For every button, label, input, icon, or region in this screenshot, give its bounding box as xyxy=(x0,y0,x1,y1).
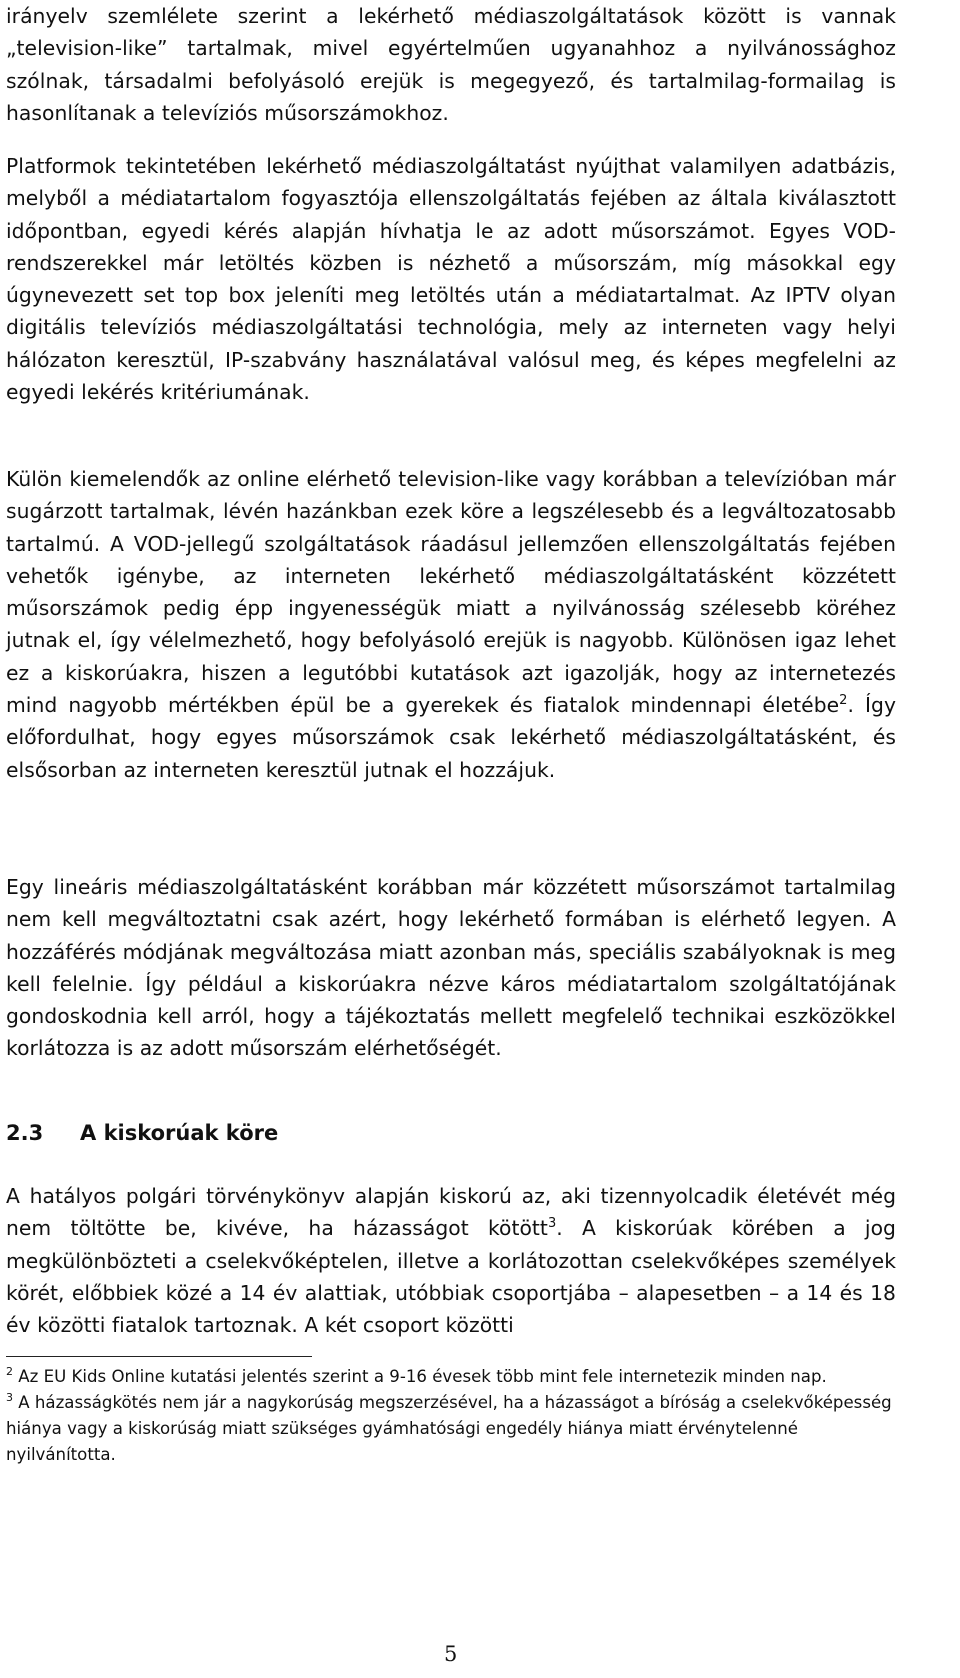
section-title: A kiskorúak köre xyxy=(80,1121,279,1145)
footnote-mark: 3 xyxy=(6,1391,13,1404)
footnote-separator xyxy=(6,1356,312,1357)
paragraph-3 xyxy=(6,463,896,786)
footnote-text: A házasságkötés nem jár a nagykorúság megszerzésével, ha a házasságot a bíróság a cselekvőképesség hiánya vagy a kiskorúság miatt szükséges gyámhatósági engedély hiánya miatt érvénytelenné nyilvánította. xyxy=(6,1393,892,1464)
paragraph-1: irányelv szemlélete szerint a lekérhető médiaszolgáltatások között is vannak „television-like” tartalmak, mivel egyértelműen ugyanahhoz a nyilvánossághoz szólnak, társadalmi befolyásoló erejük is megegyező, és tartalmilag-formailag is hasonlítanak a televíziós műsorszámokhoz. xyxy=(6,4,896,125)
footnote-2 xyxy=(6,1364,896,1390)
footnote-mark: 2 xyxy=(6,1365,13,1378)
section-number: 2.3 xyxy=(6,1121,44,1145)
paragraph-4: Egy lineáris médiaszolgáltatásként korábban már közzétett műsorszámot tartalmilag nem kell megváltoztatni csak azért, hogy lekérhető formában is elérhető legyen. A hozzáférés módjának megváltozása miatt azonban más, speciális szabályoknak is meg kell felelnie. Így például a kiskorúakra nézve káros médiatartalom szolgáltatójának gondoskodnia kell arról, hogy a tájékoztatás mellett megfelelő technikai eszközökkel korlátozza is az adott műsorszám elérhetőségét. xyxy=(6,875,896,1061)
footnotes xyxy=(6,1364,896,1468)
footnote-3 xyxy=(6,1390,896,1468)
paragraph-5-text: A hatályos polgári törvénykönyv alapján kiskorú az, aki tizennyolcadik életévét még nem töltötte be, kivéve, ha házasságot kötött xyxy=(6,1184,896,1241)
footnote-text: Az EU Kids Online kutatási jelentés szerint a 9-16 évesek több mint fele internetezik minden nap. xyxy=(13,1367,827,1386)
footnote-ref-3[interactable]: 3 xyxy=(547,1216,557,1232)
footnote-ref-2[interactable]: 2 xyxy=(839,693,848,709)
page-number: 5 xyxy=(444,1642,458,1666)
paragraph-3-text: Külön kiemelendők az online elérhető television-like vagy korábban a televízióban már sugárzott tartalmak, lévén hazánkban ezek köre a legszélesebb és a legváltozatosabb tartalmú. A VOD-jellegű szolgáltatások ráadásul jellemzően ellenszolgáltatás fejében vehetők igénybe, az interneten lekérhető médiaszolgáltatásként közzétett műsorszámok pedig épp ingyenességük miatt a nyilvánosság szélesebb köréhez jutnak el, így vélelmezhető, hogy befolyásoló erejük is nagyobb. Különösen igaz lehet ez a kiskorúakra, hiszen a legutóbbi kutatások azt igazolják, hogy az internetezés mind nagyobb mértékben épül be a gyerekek és fiatalok mindennapi életébe xyxy=(6,467,896,718)
paragraph-5 xyxy=(6,1180,896,1341)
section-heading xyxy=(6,1118,278,1148)
paragraph-5-text-cont: . A kiskorúak körében a jog megkülönbözteti a cselekvőképtelen, illetve a korlátozottan cselekvőképes személyek körét, előbbiek közé a 14 év alattiak, utóbbiak csoportjába – alapesetben – a 14 és 18 év közötti fiatalok tartoznak. A két csoport közötti xyxy=(6,1216,896,1338)
paragraph-2: Platformok tekintetében lekérhető médiaszolgáltatást nyújthat valamilyen adatbázis, melyből a médiatartalom fogyasztója ellenszolgáltatás fejében az általa kiválasztott időpontban, egyedi kérés alapján hívhatja le az adott műsorszámot. Egyes VOD-rendszerekkel már letöltés közben is nézhető a műsorszám, míg másokkal egy úgynevezett set top box jeleníti meg letöltés után a médiatartalmat. Az IPTV olyan digitális televíziós médiaszolgáltatási technológia, mely az interneten vagy helyi hálózaton keresztül, IP-szabvány használatával valósul meg, és képes megfelelni az egyedi lekérés kritériumának. xyxy=(6,154,896,405)
paragraph-3-text-cont: . Így előfordulhat, hogy egyes műsorszámok csak lekérhető médiaszolgáltatásként, és elsősorban az interneten keresztül jutnak el hozzájuk. xyxy=(6,693,896,782)
